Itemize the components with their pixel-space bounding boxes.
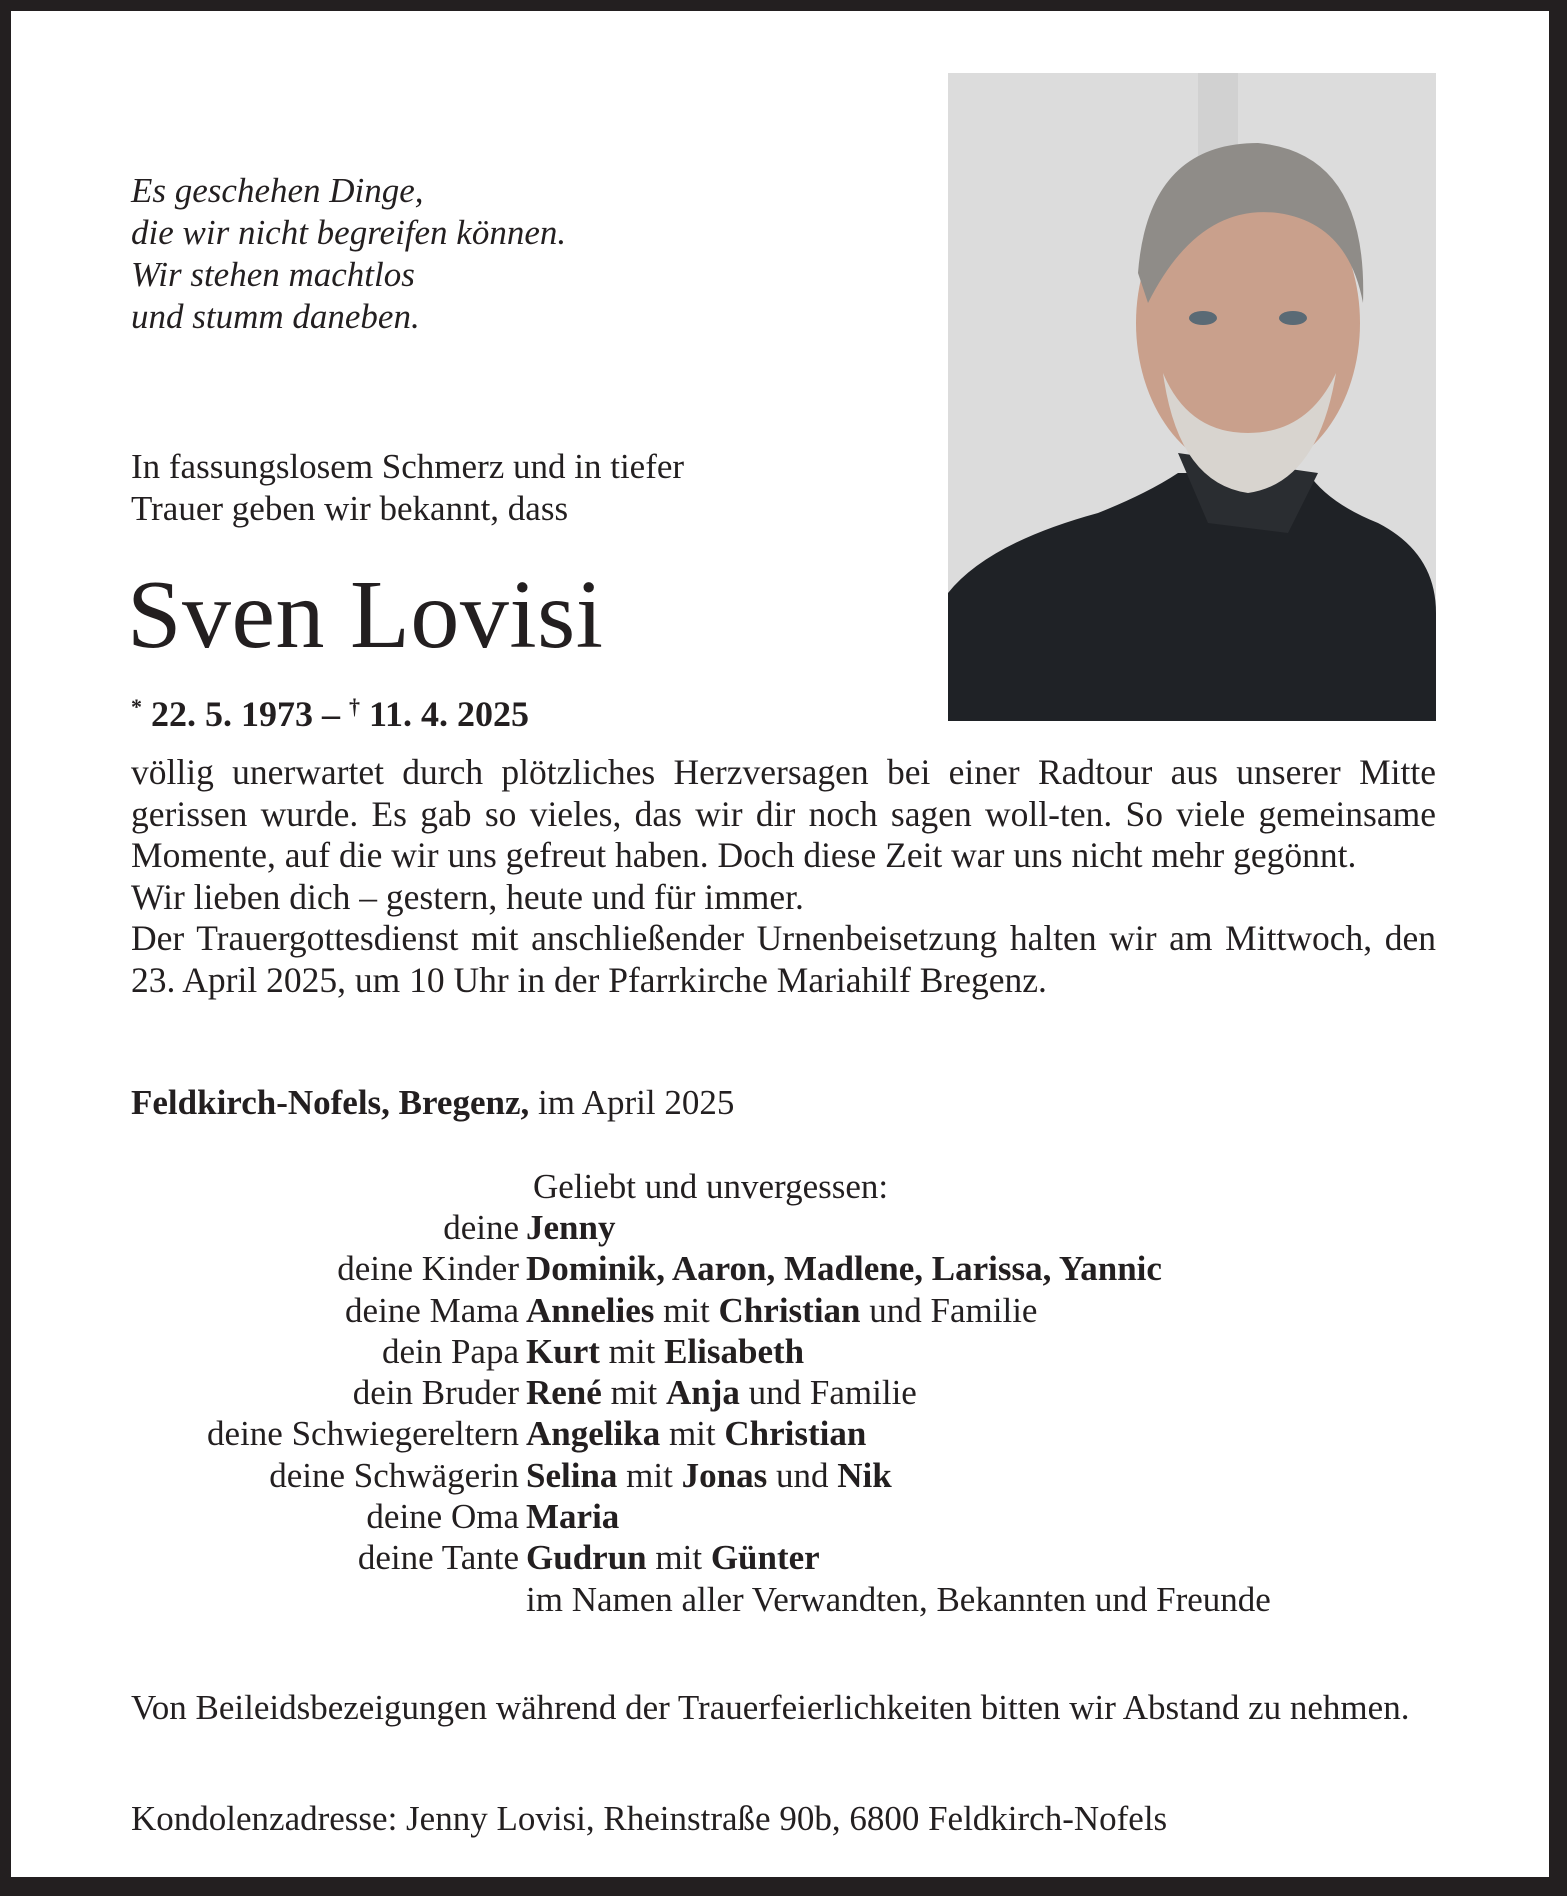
mourner-name: Gudrun xyxy=(526,1538,647,1578)
mourner-connector: mit xyxy=(617,1455,682,1495)
mourner-names xyxy=(526,1290,1037,1331)
quote-verse xyxy=(131,170,566,338)
mourner-name: Selina xyxy=(526,1455,618,1495)
life-dates xyxy=(131,685,529,736)
mourner-relation: deine Mama xyxy=(345,1290,519,1330)
deceased-name: Sven Lovisi xyxy=(127,561,604,669)
condolence-note-text: Von Beileidsbezeigungen während der Trauerfeierlichkeiten bitten wir Abstand zu nehmen. xyxy=(131,1688,1410,1727)
mourners-heading: Geliebt und unvergessen: xyxy=(533,1167,889,1206)
mourner-name: Annelies xyxy=(526,1290,655,1330)
intro-line: In fassungslosem Schmerz und in tiefer xyxy=(131,447,685,486)
mourner-connector: im Namen aller Verwandten, Bekannten und Freunde xyxy=(526,1579,1271,1619)
mourner-names xyxy=(526,1331,804,1372)
place-date xyxy=(131,1082,734,1124)
mourner-row xyxy=(0,1579,1440,1620)
death-symbol: † xyxy=(349,694,360,719)
mourner-row xyxy=(0,1290,1440,1331)
mourner-row xyxy=(0,1413,1440,1454)
mourner-name: Elisabeth xyxy=(664,1331,805,1371)
birth-symbol: * xyxy=(131,694,142,719)
mourner-row xyxy=(0,1455,1440,1496)
date-separator: – xyxy=(313,694,349,734)
mourner-connector: mit xyxy=(599,1331,665,1371)
quote-line: die wir nicht begreifen können. xyxy=(131,213,567,252)
mourner-relation: deine Schwägerin xyxy=(269,1455,519,1495)
mourner-relation: deine Oma xyxy=(366,1497,519,1537)
mourner-name: Kurt xyxy=(526,1331,600,1371)
quote-line: Wir stehen machtlos xyxy=(131,255,415,294)
mourner-row xyxy=(0,1537,1440,1578)
announcement-body xyxy=(131,752,1436,1002)
condolence-note xyxy=(131,1688,1436,1728)
portrait-photo xyxy=(948,73,1436,721)
mourner-names xyxy=(526,1579,1271,1620)
portrait-image xyxy=(948,73,1436,721)
mourner-name: Dominik, Aaron, Madlene, Larissa, Yannic xyxy=(526,1249,1162,1289)
intro-text xyxy=(131,446,684,530)
place-names: Feldkirch-Nofels, Bregenz, xyxy=(131,1083,530,1122)
mourner-name: René xyxy=(526,1373,602,1413)
mourner-relation xyxy=(0,1579,526,1620)
mourner-names xyxy=(526,1413,866,1454)
mourner-name: Nik xyxy=(837,1455,892,1495)
mourners-list xyxy=(0,1207,1440,1620)
mourner-name: Christian xyxy=(724,1414,867,1454)
place-month: im April 2025 xyxy=(529,1083,735,1122)
mourner-row xyxy=(0,1331,1440,1372)
mourner-name: Christian xyxy=(718,1290,861,1330)
mourner-connector: mit xyxy=(646,1538,711,1578)
body-paragraph: Der Trauergottesdienst mit anschließender Urnenbeisetzung halten wir am Mittwoch, den 23. April 2025, um 10 Uhr in der Pfarrkirche Mariahilf Bregenz. xyxy=(131,918,1436,1000)
mourner-relation: deine Tante xyxy=(357,1538,519,1578)
mourner-connector: mit xyxy=(660,1414,725,1454)
body-paragraph: völlig unerwartet durch plötzliches Herzversagen bei einer Radtour aus unserer Mitte gerissen wurde. Es gab so vieles, das wir dir noch sagen woll-ten. So viele gemeinsame Momente, auf die wir uns gefreut haben. Doch diese Zeit war uns nicht mehr gegönnt. xyxy=(131,752,1436,876)
death-date: 11. 4. 2025 xyxy=(369,694,530,734)
mourner-name: Günter xyxy=(710,1538,820,1578)
mourner-relation: deine Schwiegereltern xyxy=(207,1414,519,1454)
mourner-relation: dein Bruder xyxy=(352,1373,519,1413)
mourner-name: Jenny xyxy=(526,1208,616,1247)
intro-line: Trauer geben wir bekannt, dass xyxy=(131,489,569,528)
quote-line: Es geschehen Dinge, xyxy=(131,171,424,210)
mourner-row xyxy=(0,1496,1440,1537)
mourner-connector: und Familie xyxy=(860,1290,1038,1330)
mourner-connector: und xyxy=(767,1455,838,1495)
mourner-names xyxy=(526,1248,1162,1289)
mourner-names xyxy=(526,1455,892,1496)
body-paragraph: Wir lieben dich – gestern, heute und für immer. xyxy=(131,876,804,917)
mourner-relation: deine xyxy=(443,1208,519,1247)
mourner-connector: und Familie xyxy=(739,1373,917,1413)
mourner-names xyxy=(526,1372,917,1413)
mourner-names xyxy=(526,1207,615,1248)
mourner-connector: mit xyxy=(601,1373,666,1413)
mourner-name: Maria xyxy=(526,1497,620,1537)
mourner-names xyxy=(526,1496,619,1537)
birth-date: 22. 5. 1973 xyxy=(151,694,313,734)
quote-line: und stumm daneben. xyxy=(131,297,420,336)
mourner-connector: mit xyxy=(654,1290,719,1330)
mourner-relation: deine Kinder xyxy=(337,1249,519,1289)
mourner-names xyxy=(526,1537,820,1578)
mourner-row xyxy=(0,1207,1440,1248)
mourner-row xyxy=(0,1248,1440,1289)
mourner-name: Anja xyxy=(666,1373,740,1413)
condolence-address: Kondolenzadresse: Jenny Lovisi, Rheinstraße 90b, 6800 Feldkirch-Nofels xyxy=(131,1799,1168,1838)
mourner-relation: dein Papa xyxy=(381,1331,519,1371)
mourner-row xyxy=(0,1372,1440,1413)
mourner-name: Jonas xyxy=(681,1455,768,1495)
mourner-name: Angelika xyxy=(526,1414,661,1454)
